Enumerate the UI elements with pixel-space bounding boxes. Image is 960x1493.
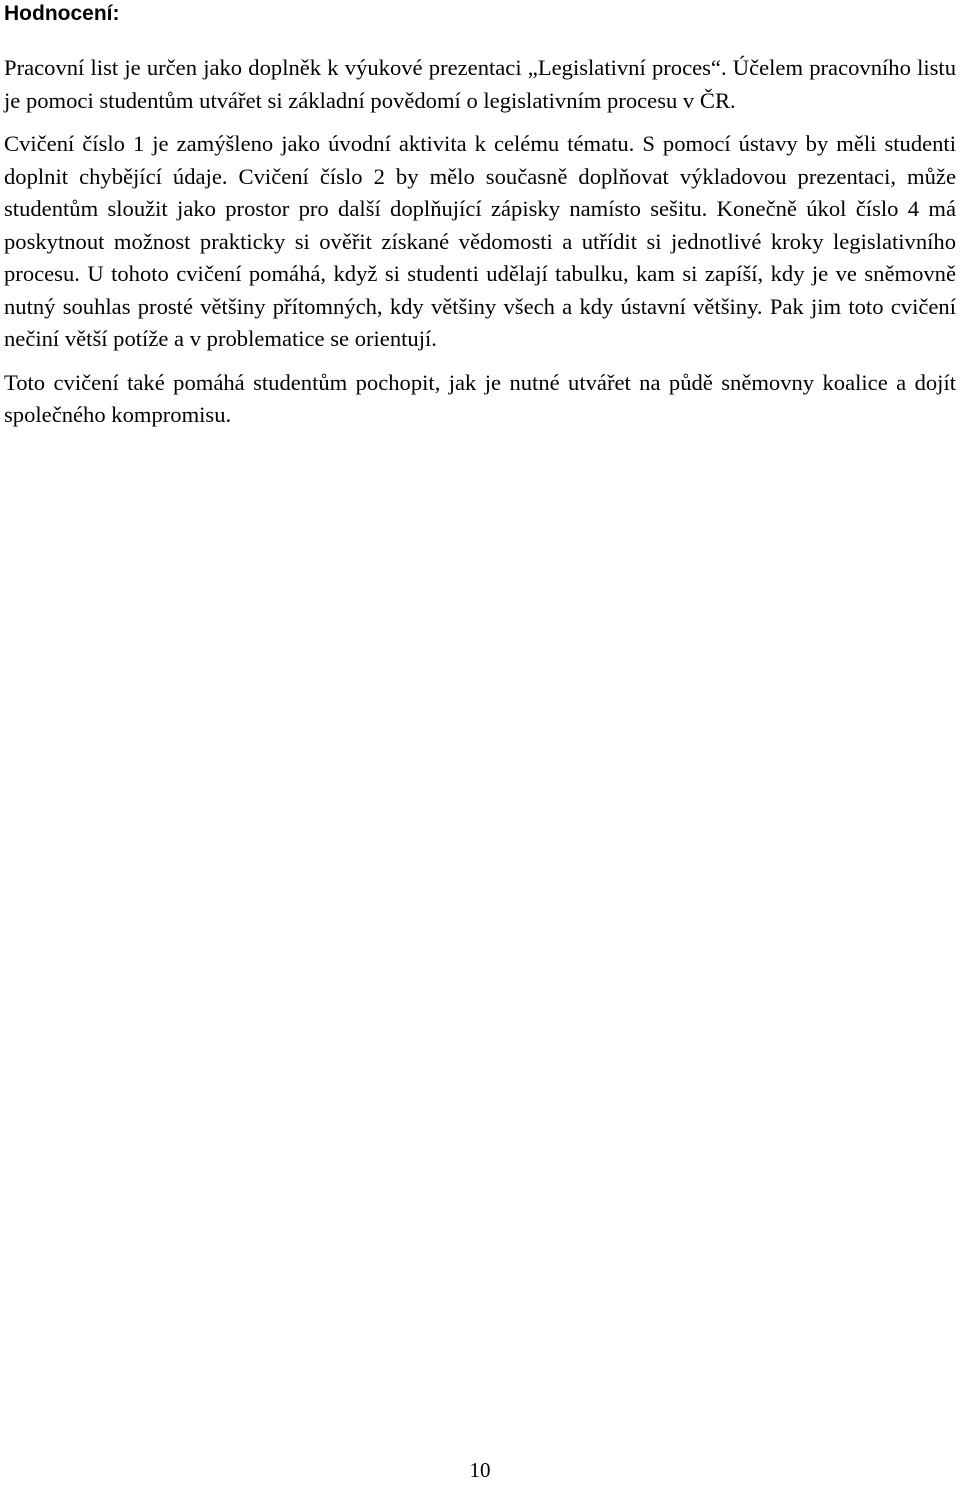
paragraph-conclusion: Toto cvičení také pomáhá studentům pochopit, jak je nutné utvářet na půdě sněmovny koalice a dojít společného kompromisu. — [4, 369, 956, 427]
page-number: 10 — [469, 1458, 491, 1482]
paragraph-exercises: Cvičení číslo 1 je zamýšleno jako úvodní aktivita k celému tématu. S pomocí ústavy by měli studenti doplnit chybějící údaje. Cvičení číslo 2 by mělo současně doplňovat výkladovou prezentaci, může studentům sloužit jako prostor pro další doplňující zápisky namísto sešitu. Konečně úkol číslo 4 má poskytnout možnost prakticky si ověřit získané vědomosti a utřídit si jednotlivé kroky legislativního procesu. U tohoto cvičení pomáhá, když si studenti udělají tabulku, kam si zapíší, kdy je ve sněmovně nutný souhlas prosté většiny přítomných, kdy většiny všech a kdy ústavní většiny. Pak jim toto cvičení nečiní větší potíže a v problematice se orientují. — [4, 131, 956, 351]
section-heading: Hodnocení: — [4, 2, 120, 25]
body-text — [4, 52, 956, 432]
paragraph-intro: Pracovní list je určen jako doplněk k výukové prezentaci „Legislativní proces“. Účelem pracovního listu je pomoci studentům utvářet si základní povědomí o legislativním procesu v ČR. — [4, 55, 956, 113]
